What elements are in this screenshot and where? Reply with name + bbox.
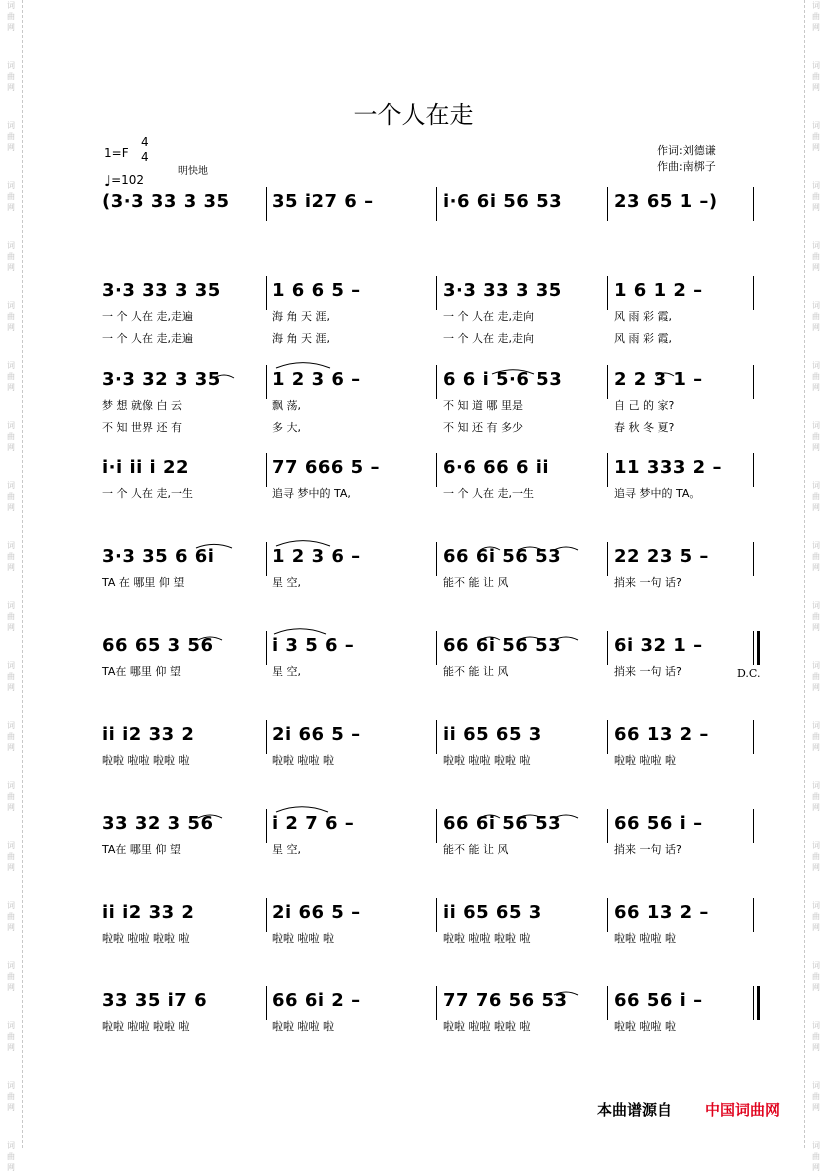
- lyric-text: 啦啦 啦啦 啦: [272, 932, 334, 945]
- watermark-char: 网: [7, 683, 15, 692]
- lyric-text: 不 知 世界 还 有: [102, 421, 182, 434]
- watermark-char: 词: [7, 721, 15, 730]
- watermark-char: 词: [7, 541, 15, 550]
- watermark-char: 曲: [812, 132, 820, 141]
- watermark-char: 曲: [812, 252, 820, 261]
- watermark-char: 网: [7, 1163, 15, 1172]
- lyric-text: 海 角 天 涯,: [272, 332, 330, 345]
- time-signature-top: 4: [141, 135, 149, 149]
- watermark-char: 词: [7, 1141, 15, 1150]
- watermark-char: 曲: [812, 372, 820, 381]
- style-marking: 明快地: [178, 166, 208, 177]
- watermark-char: 网: [812, 443, 820, 452]
- watermark-char: 网: [812, 623, 820, 632]
- watermark-char: 曲: [7, 672, 15, 681]
- watermark-char: 网: [812, 383, 820, 392]
- watermark-char: 曲: [812, 732, 820, 741]
- watermark-char: 词: [7, 361, 15, 370]
- lyric-text: 能不 能 让 风: [443, 665, 509, 678]
- measure-notes: i·6 6i 56 53: [443, 191, 563, 212]
- quarter-note-icon: ♩: [104, 172, 112, 190]
- lyric-text: 自 己 的 家?: [614, 399, 675, 412]
- key-signature: 1=F: [104, 146, 129, 160]
- slur-arc: [656, 373, 674, 376]
- watermark-char: 曲: [812, 912, 820, 921]
- measure-notes: ii 65 65 3: [443, 724, 542, 745]
- watermark-char: 曲: [7, 1032, 15, 1041]
- slur-arc: [196, 544, 232, 548]
- lyric-text: 春 秋 冬 夏?: [614, 421, 675, 434]
- watermark-char: 曲: [7, 132, 15, 141]
- watermark-char: 网: [7, 923, 15, 932]
- watermark-char: 词: [812, 1, 820, 10]
- measure-notes: 66 13 2 –: [614, 724, 709, 745]
- watermark-char: 词: [812, 961, 820, 970]
- measure-notes: ii i2 33 2: [102, 724, 195, 745]
- watermark-char: 网: [7, 203, 15, 212]
- watermark-char: 词: [812, 61, 820, 70]
- watermark-char: 网: [812, 923, 820, 932]
- lyric-text: 啦啦 啦啦 啦啦 啦: [102, 754, 190, 767]
- lyric-text: 捎来 一句 话?: [614, 843, 682, 856]
- measure-notes: 1 6 1 2 –: [614, 280, 703, 301]
- watermark-char: 曲: [7, 852, 15, 861]
- watermark-char: 词: [7, 781, 15, 790]
- measure-notes: 3·3 32 3 35: [102, 369, 221, 390]
- lyric-text: 啦啦 啦啦 啦啦 啦: [443, 754, 531, 767]
- watermark-char: 网: [812, 1163, 820, 1172]
- watermark-char: 网: [7, 263, 15, 272]
- watermark-char: 网: [812, 263, 820, 272]
- lyric-text: 不 知 还 有 多少: [443, 421, 523, 434]
- slur-arc: [554, 992, 578, 995]
- watermark-char: 词: [7, 661, 15, 670]
- lyric-text: 一 个 人在 走,一生: [443, 487, 534, 500]
- measure-notes: 77 666 5 –: [272, 457, 380, 478]
- watermark-char: 词: [812, 661, 820, 670]
- lyric-text: TA在 哪里 仰 望: [102, 843, 181, 856]
- watermark-char: 词: [7, 841, 15, 850]
- watermark-char: 词: [7, 121, 15, 130]
- measure-notes: 11 333 2 –: [614, 457, 722, 478]
- watermark-char: 曲: [7, 1092, 15, 1101]
- measure-notes: 66 6i 2 –: [272, 990, 361, 1011]
- watermark-char: 曲: [812, 1092, 820, 1101]
- lyric-text: 一 个 人在 走,走向: [443, 310, 534, 323]
- tempo-value: =102: [111, 173, 145, 187]
- watermark-char: 曲: [7, 12, 15, 21]
- watermark-char: 曲: [7, 792, 15, 801]
- lyric-text: 风 雨 彩 霞,: [614, 332, 672, 345]
- watermark-char: 网: [7, 563, 15, 572]
- lyric-text: 能不 能 让 风: [443, 576, 509, 589]
- lyric-text: 啦啦 啦啦 啦啦 啦: [102, 932, 190, 945]
- measure-notes: 3·3 33 3 35: [102, 280, 221, 301]
- watermark-char: 词: [812, 721, 820, 730]
- watermark-char: 曲: [812, 192, 820, 201]
- watermark-char: 词: [7, 301, 15, 310]
- measure-notes: 66 56 i –: [614, 813, 703, 834]
- lyric-text: 一 个 人在 走,走遍: [102, 332, 193, 345]
- watermark-char: 网: [7, 83, 15, 92]
- lyric-text: 一 个 人在 走,一生: [102, 487, 193, 500]
- watermark-char: 曲: [812, 792, 820, 801]
- measure-notes: 66 6i 56 53: [443, 635, 562, 656]
- watermark-char: 网: [812, 323, 820, 332]
- watermark-char: 词: [7, 901, 15, 910]
- footer-source-label: 本曲谱源自: [597, 1101, 673, 1119]
- watermark-char: 词: [812, 361, 820, 370]
- watermark-char: 网: [812, 983, 820, 992]
- watermark-char: 网: [812, 563, 820, 572]
- lyric-text: 星 空,: [272, 843, 301, 856]
- slur-arc: [518, 815, 542, 818]
- lyric-text: 梦 想 就像 白 云: [102, 399, 182, 412]
- lyric-text: 捎来 一句 话?: [614, 576, 682, 589]
- watermark-char: 词: [7, 421, 15, 430]
- watermark-char: 网: [812, 863, 820, 872]
- measure-notes: 66 6i 56 53: [443, 546, 562, 567]
- measure-notes: 66 6i 56 53: [443, 813, 562, 834]
- time-signature-bottom: 4: [141, 150, 149, 164]
- watermark-char: 曲: [7, 492, 15, 501]
- watermark-char: 网: [812, 743, 820, 752]
- watermark-char: 词: [812, 481, 820, 490]
- watermark-char: 词: [812, 601, 820, 610]
- slur-arc: [480, 637, 500, 640]
- watermark-char: 词: [7, 601, 15, 610]
- watermark-char: 词: [812, 781, 820, 790]
- watermark-char: 词: [812, 1081, 820, 1090]
- watermark-char: 网: [812, 203, 820, 212]
- lyric-text: 一 个 人在 走,走遍: [102, 310, 193, 323]
- composer: 作曲:南梆子: [657, 160, 716, 173]
- lyric-text: 啦啦 啦啦 啦: [614, 932, 676, 945]
- watermark-char: 词: [812, 901, 820, 910]
- lyric-text: 飘 荡,: [272, 399, 301, 412]
- watermark-char: 曲: [7, 552, 15, 561]
- watermark-char: 曲: [7, 192, 15, 201]
- slur-arc: [518, 547, 542, 550]
- lyric-text: 啦啦 啦啦 啦: [614, 1020, 676, 1033]
- lyric-text: 追寻 梦中的 TA,: [272, 487, 351, 500]
- watermark-char: 曲: [7, 252, 15, 261]
- watermark-char: 曲: [812, 432, 820, 441]
- lyric-text: 一 个 人在 走,走向: [443, 332, 534, 345]
- watermark-char: 网: [812, 1043, 820, 1052]
- measure-notes: ii 65 65 3: [443, 902, 542, 923]
- watermark-char: 曲: [812, 1152, 820, 1161]
- watermark-char: 网: [812, 23, 820, 32]
- measure-notes: 77 76 56 53: [443, 990, 568, 1011]
- lyric-text: 多 大,: [272, 421, 301, 434]
- lyric-text: 不 知 道 哪 里是: [443, 399, 523, 412]
- watermark-char: 词: [7, 1021, 15, 1030]
- watermark-char: 网: [812, 503, 820, 512]
- footer-site-link[interactable]: 中国词曲网: [705, 1101, 781, 1119]
- measure-notes: 2i 66 5 –: [272, 724, 361, 745]
- measure-notes: i·i ii i 22: [102, 457, 190, 478]
- watermark-char: 网: [7, 383, 15, 392]
- measure-notes: 1 2 3 6 –: [272, 369, 361, 390]
- measure-notes: 6 6 i 5·6 53: [443, 369, 563, 390]
- watermark-char: 曲: [7, 312, 15, 321]
- watermark-char: 网: [7, 623, 15, 632]
- watermark-char: 网: [7, 863, 15, 872]
- slur-arc: [276, 541, 330, 546]
- watermark-char: 词: [812, 1021, 820, 1030]
- measure-notes: 3·3 33 3 35: [443, 280, 562, 301]
- lyric-text: 海 角 天 涯,: [272, 310, 330, 323]
- watermark-char: 词: [7, 241, 15, 250]
- slur-arc: [492, 370, 534, 374]
- watermark-char: 曲: [7, 612, 15, 621]
- slur-arc: [198, 815, 222, 818]
- watermark-char: 网: [812, 1103, 820, 1112]
- measure-notes: 6i 32 1 –: [614, 635, 703, 656]
- watermark-char: 网: [7, 1043, 15, 1052]
- measure-notes: 33 32 3 56: [102, 813, 214, 834]
- watermark-char: 词: [7, 61, 15, 70]
- watermark-char: 曲: [812, 72, 820, 81]
- slur-arc: [518, 637, 542, 640]
- watermark-char: 词: [7, 1081, 15, 1090]
- slur-arc: [480, 815, 500, 818]
- watermark-char: 网: [7, 503, 15, 512]
- watermark-char: 网: [812, 803, 820, 812]
- slur-arc: [214, 375, 234, 378]
- measure-notes: 1 2 3 6 –: [272, 546, 361, 567]
- measure-notes: (3·3 33 3 35: [102, 191, 230, 212]
- watermark-char: 词: [812, 541, 820, 550]
- lyric-text: 啦啦 啦啦 啦啦 啦: [443, 932, 531, 945]
- watermark-char: 曲: [812, 12, 820, 21]
- slur-arc: [554, 815, 578, 818]
- watermark-char: 词: [812, 121, 820, 130]
- watermark-char: 曲: [7, 1152, 15, 1161]
- lyric-text: 啦啦 啦啦 啦: [614, 754, 676, 767]
- slur-arc: [554, 637, 578, 640]
- watermark-char: 网: [812, 83, 820, 92]
- slur-arc: [480, 547, 500, 550]
- lyric-text: 捎来 一句 话?: [614, 665, 682, 678]
- lyric-text: 星 空,: [272, 665, 301, 678]
- slur-arc: [276, 363, 330, 368]
- watermark-char: 网: [7, 1103, 15, 1112]
- measure-notes: 2 2 3 1 –: [614, 369, 703, 390]
- watermark-char: 曲: [812, 552, 820, 561]
- lyric-text: 能不 能 让 风: [443, 843, 509, 856]
- measure-notes: 6·6 66 6 ii: [443, 457, 550, 478]
- watermark-char: 词: [7, 1, 15, 10]
- watermark-char: 曲: [7, 72, 15, 81]
- lyric-text: 追寻 梦中的 TA。: [614, 487, 701, 500]
- measure-notes: i 3 5 6 –: [272, 635, 355, 656]
- watermark-char: 曲: [812, 852, 820, 861]
- watermark-char: 曲: [812, 312, 820, 321]
- watermark-char: 曲: [812, 492, 820, 501]
- lyric-text: 啦啦 啦啦 啦啦 啦: [443, 1020, 531, 1033]
- watermark-char: 网: [7, 23, 15, 32]
- watermark-char: 词: [812, 241, 820, 250]
- watermark-char: 曲: [7, 372, 15, 381]
- watermark-char: 词: [812, 841, 820, 850]
- lyric-text: 啦啦 啦啦 啦: [272, 1020, 334, 1033]
- measure-notes: i 2 7 6 –: [272, 813, 355, 834]
- slur-arc: [276, 807, 328, 812]
- watermark-char: 词: [7, 181, 15, 190]
- lyric-text: 星 空,: [272, 576, 301, 589]
- lyric-text: 风 雨 彩 霞,: [614, 310, 672, 323]
- measure-notes: 2i 66 5 –: [272, 902, 361, 923]
- watermark-char: 网: [7, 983, 15, 992]
- measure-notes: 1 6 6 5 –: [272, 280, 361, 301]
- measure-notes: 35 i27 6 –: [272, 191, 374, 212]
- dc-mark: D.C.: [737, 667, 761, 680]
- watermark-char: 词: [812, 181, 820, 190]
- lyric-text: 啦啦 啦啦 啦: [272, 754, 334, 767]
- watermark-char: 网: [7, 323, 15, 332]
- watermark-char: 曲: [7, 732, 15, 741]
- measure-notes: 66 56 i –: [614, 990, 703, 1011]
- watermark-char: 网: [7, 143, 15, 152]
- watermark-char: 词: [7, 481, 15, 490]
- lyricist: 作词:刘德谦: [657, 144, 716, 157]
- measure-notes: 22 23 5 –: [614, 546, 709, 567]
- watermark-char: 网: [7, 743, 15, 752]
- measure-notes: 23 65 1 –): [614, 191, 718, 212]
- lyric-text: 啦啦 啦啦 啦啦 啦: [102, 1020, 190, 1033]
- watermark-char: 网: [812, 143, 820, 152]
- watermark-char: 曲: [7, 912, 15, 921]
- watermark-char: 网: [812, 683, 820, 692]
- watermark-char: 词: [812, 301, 820, 310]
- watermark-char: 词: [7, 961, 15, 970]
- slur-arc: [198, 637, 222, 640]
- measure-notes: 33 35 i7 6: [102, 990, 208, 1011]
- watermark-char: 曲: [812, 672, 820, 681]
- watermark-char: 曲: [812, 1032, 820, 1041]
- measure-notes: ii i2 33 2: [102, 902, 195, 923]
- slur-arc: [274, 629, 326, 634]
- lyric-text: TA在 哪里 仰 望: [102, 665, 181, 678]
- watermark-char: 网: [7, 443, 15, 452]
- lyric-text: TA 在 哪里 仰 望: [102, 576, 185, 589]
- watermark-char: 网: [7, 803, 15, 812]
- watermark-char: 曲: [7, 972, 15, 981]
- watermark-char: 曲: [812, 612, 820, 621]
- watermark-char: 词: [812, 421, 820, 430]
- measure-notes: 66 13 2 –: [614, 902, 709, 923]
- song-title: 一个人在走: [353, 101, 474, 129]
- watermark-char: 曲: [812, 972, 820, 981]
- watermark-char: 词: [812, 1141, 820, 1150]
- measure-notes: 3·3 35 6 6i: [102, 546, 215, 567]
- measure-notes: 66 65 3 56: [102, 635, 214, 656]
- watermark-char: 曲: [7, 432, 15, 441]
- slur-arc: [554, 547, 578, 550]
